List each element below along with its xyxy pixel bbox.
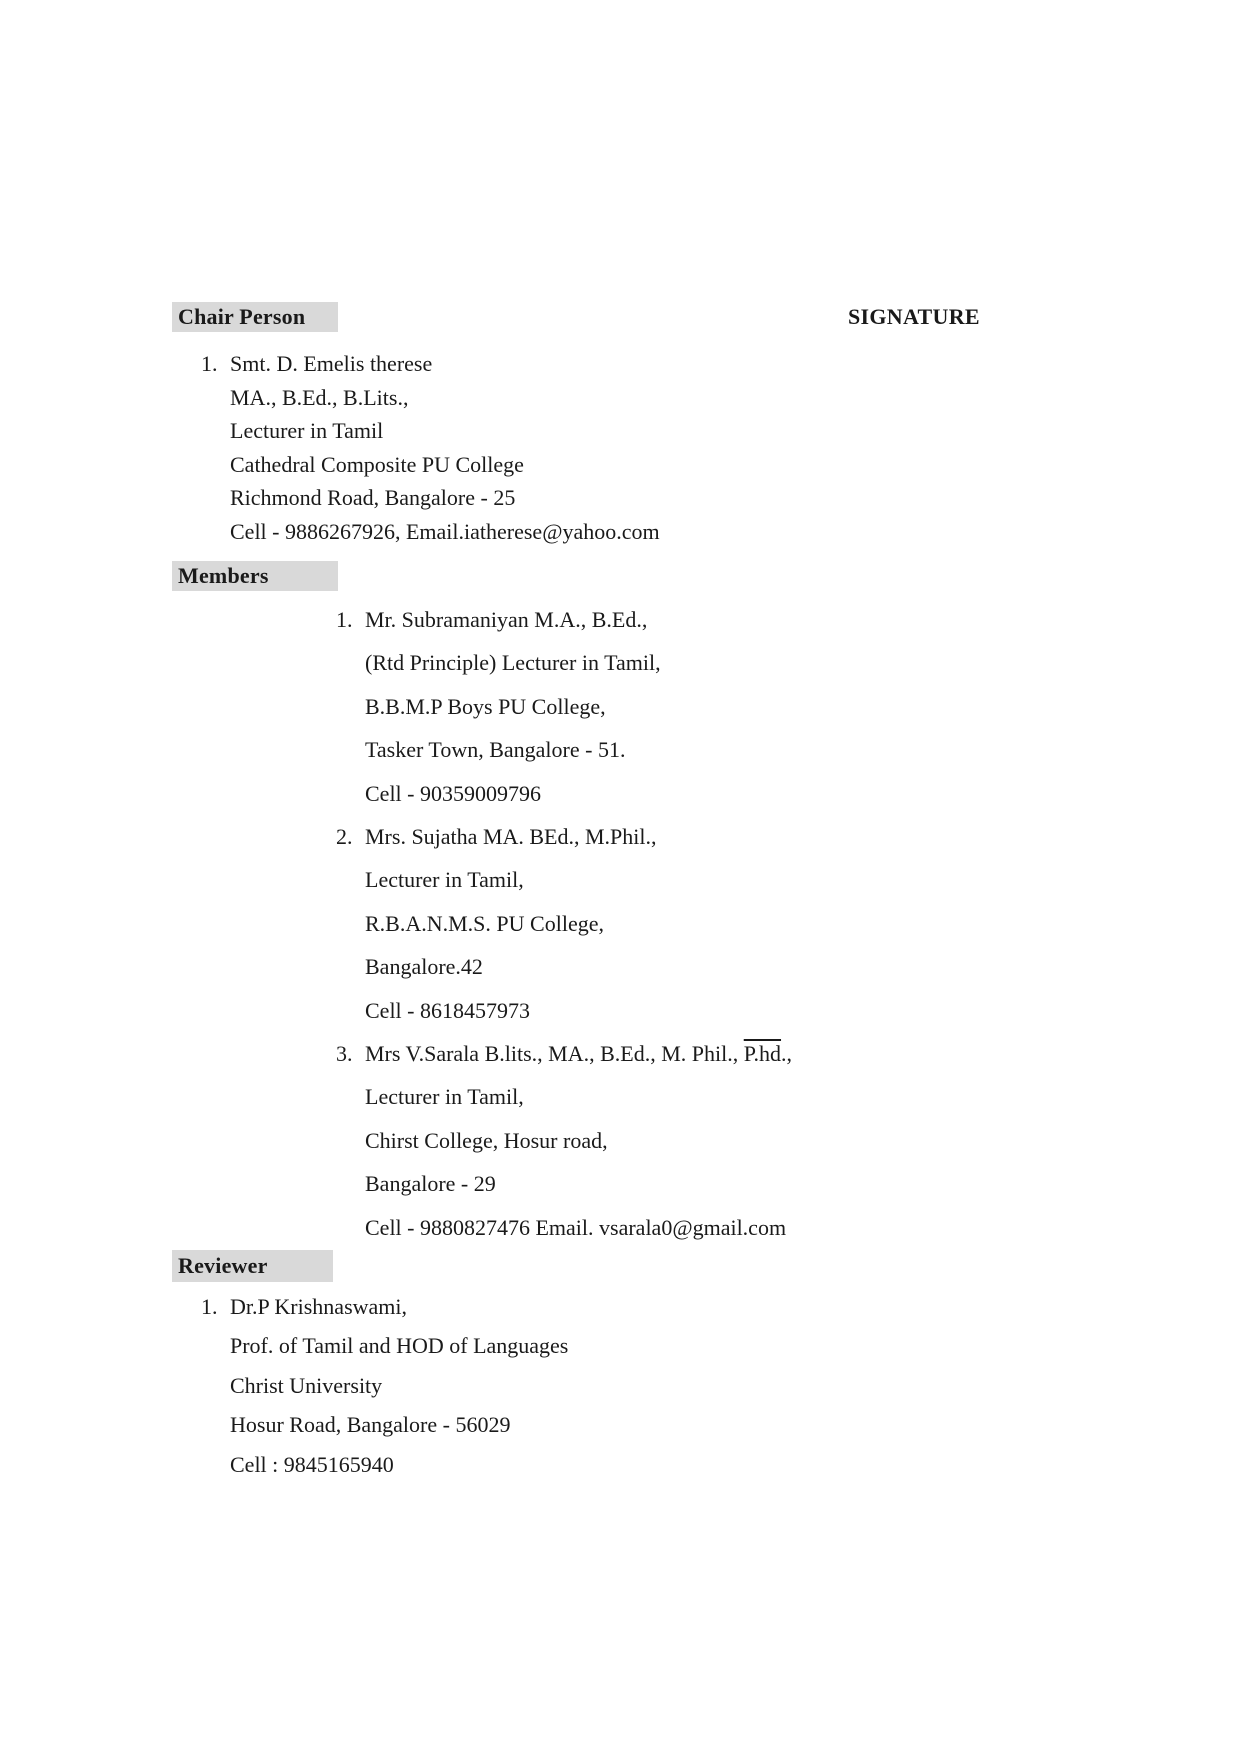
member-designation: Lecturer in Tamil, xyxy=(365,867,524,893)
reviewer-name: Dr.P Krishnaswami, xyxy=(230,1294,408,1319)
members-heading: Members xyxy=(172,561,338,591)
entry-number: 1. xyxy=(201,1294,218,1319)
member-designation: Lecturer in Tamil, xyxy=(365,1084,524,1110)
reviewer-institution: Christ University xyxy=(230,1372,383,1398)
member-contact: Cell - 90359009796 xyxy=(365,780,541,806)
chair-person-heading: Chair Person xyxy=(172,302,338,332)
entry-number: 3. xyxy=(336,1041,353,1066)
member-designation: (Rtd Principle) Lecturer in Tamil, xyxy=(365,650,661,676)
member-address: Tasker Town, Bangalore - 51. xyxy=(365,737,626,763)
member-college: R.B.A.N.M.S. PU College, xyxy=(365,910,604,936)
chair-name: Smt. D. Emelis therese xyxy=(230,351,433,376)
chair-qualifications: MA., B.Ed., B.Lits., xyxy=(230,384,409,410)
member-address: Bangalore.42 xyxy=(365,954,483,980)
member-contact: Cell - 8618457973 xyxy=(365,997,530,1023)
reviewer-designation: Prof. of Tamil and HOD of Languages xyxy=(230,1333,569,1359)
member-name-suffix: ., xyxy=(781,1041,793,1066)
reviewer-address: Hosur Road, Bangalore - 56029 xyxy=(230,1412,511,1438)
signature-heading: SIGNATURE xyxy=(848,304,980,329)
member-name-prefix: Mrs V.Sarala B.lits., MA., B.Ed., M. Phil., xyxy=(365,1041,744,1066)
member-college: B.B.M.P Boys PU College, xyxy=(365,693,606,719)
entry-number: 2. xyxy=(336,824,353,849)
reviewer-heading: Reviewer xyxy=(172,1250,333,1282)
reviewer-contact: Cell : 9845165940 xyxy=(230,1451,394,1477)
member-name: Mrs. Sujatha MA. BEd., M.Phil., xyxy=(365,824,657,849)
member-address: Bangalore - 29 xyxy=(365,1171,496,1197)
entry-number: 1. xyxy=(201,351,218,376)
member-name: Mr. Subramaniyan M.A., B.Ed., xyxy=(365,607,648,632)
member-college: Chirst College, Hosur road, xyxy=(365,1127,608,1153)
member-name xyxy=(365,1032,792,1075)
chair-designation: Lecturer in Tamil xyxy=(230,418,384,443)
chair-address: Richmond Road, Bangalore - 25 xyxy=(230,485,516,510)
entry-number: 1. xyxy=(336,607,353,632)
chair-college: Cathedral Composite PU College xyxy=(230,451,524,477)
member-degree-overlined: P.hd xyxy=(743,1041,782,1066)
chair-contact: Cell - 9886267926, Email.iatherese@yahoo.com xyxy=(230,518,660,544)
member-contact: Cell - 9880827476 Email. vsarala0@gmail.com xyxy=(365,1214,787,1240)
